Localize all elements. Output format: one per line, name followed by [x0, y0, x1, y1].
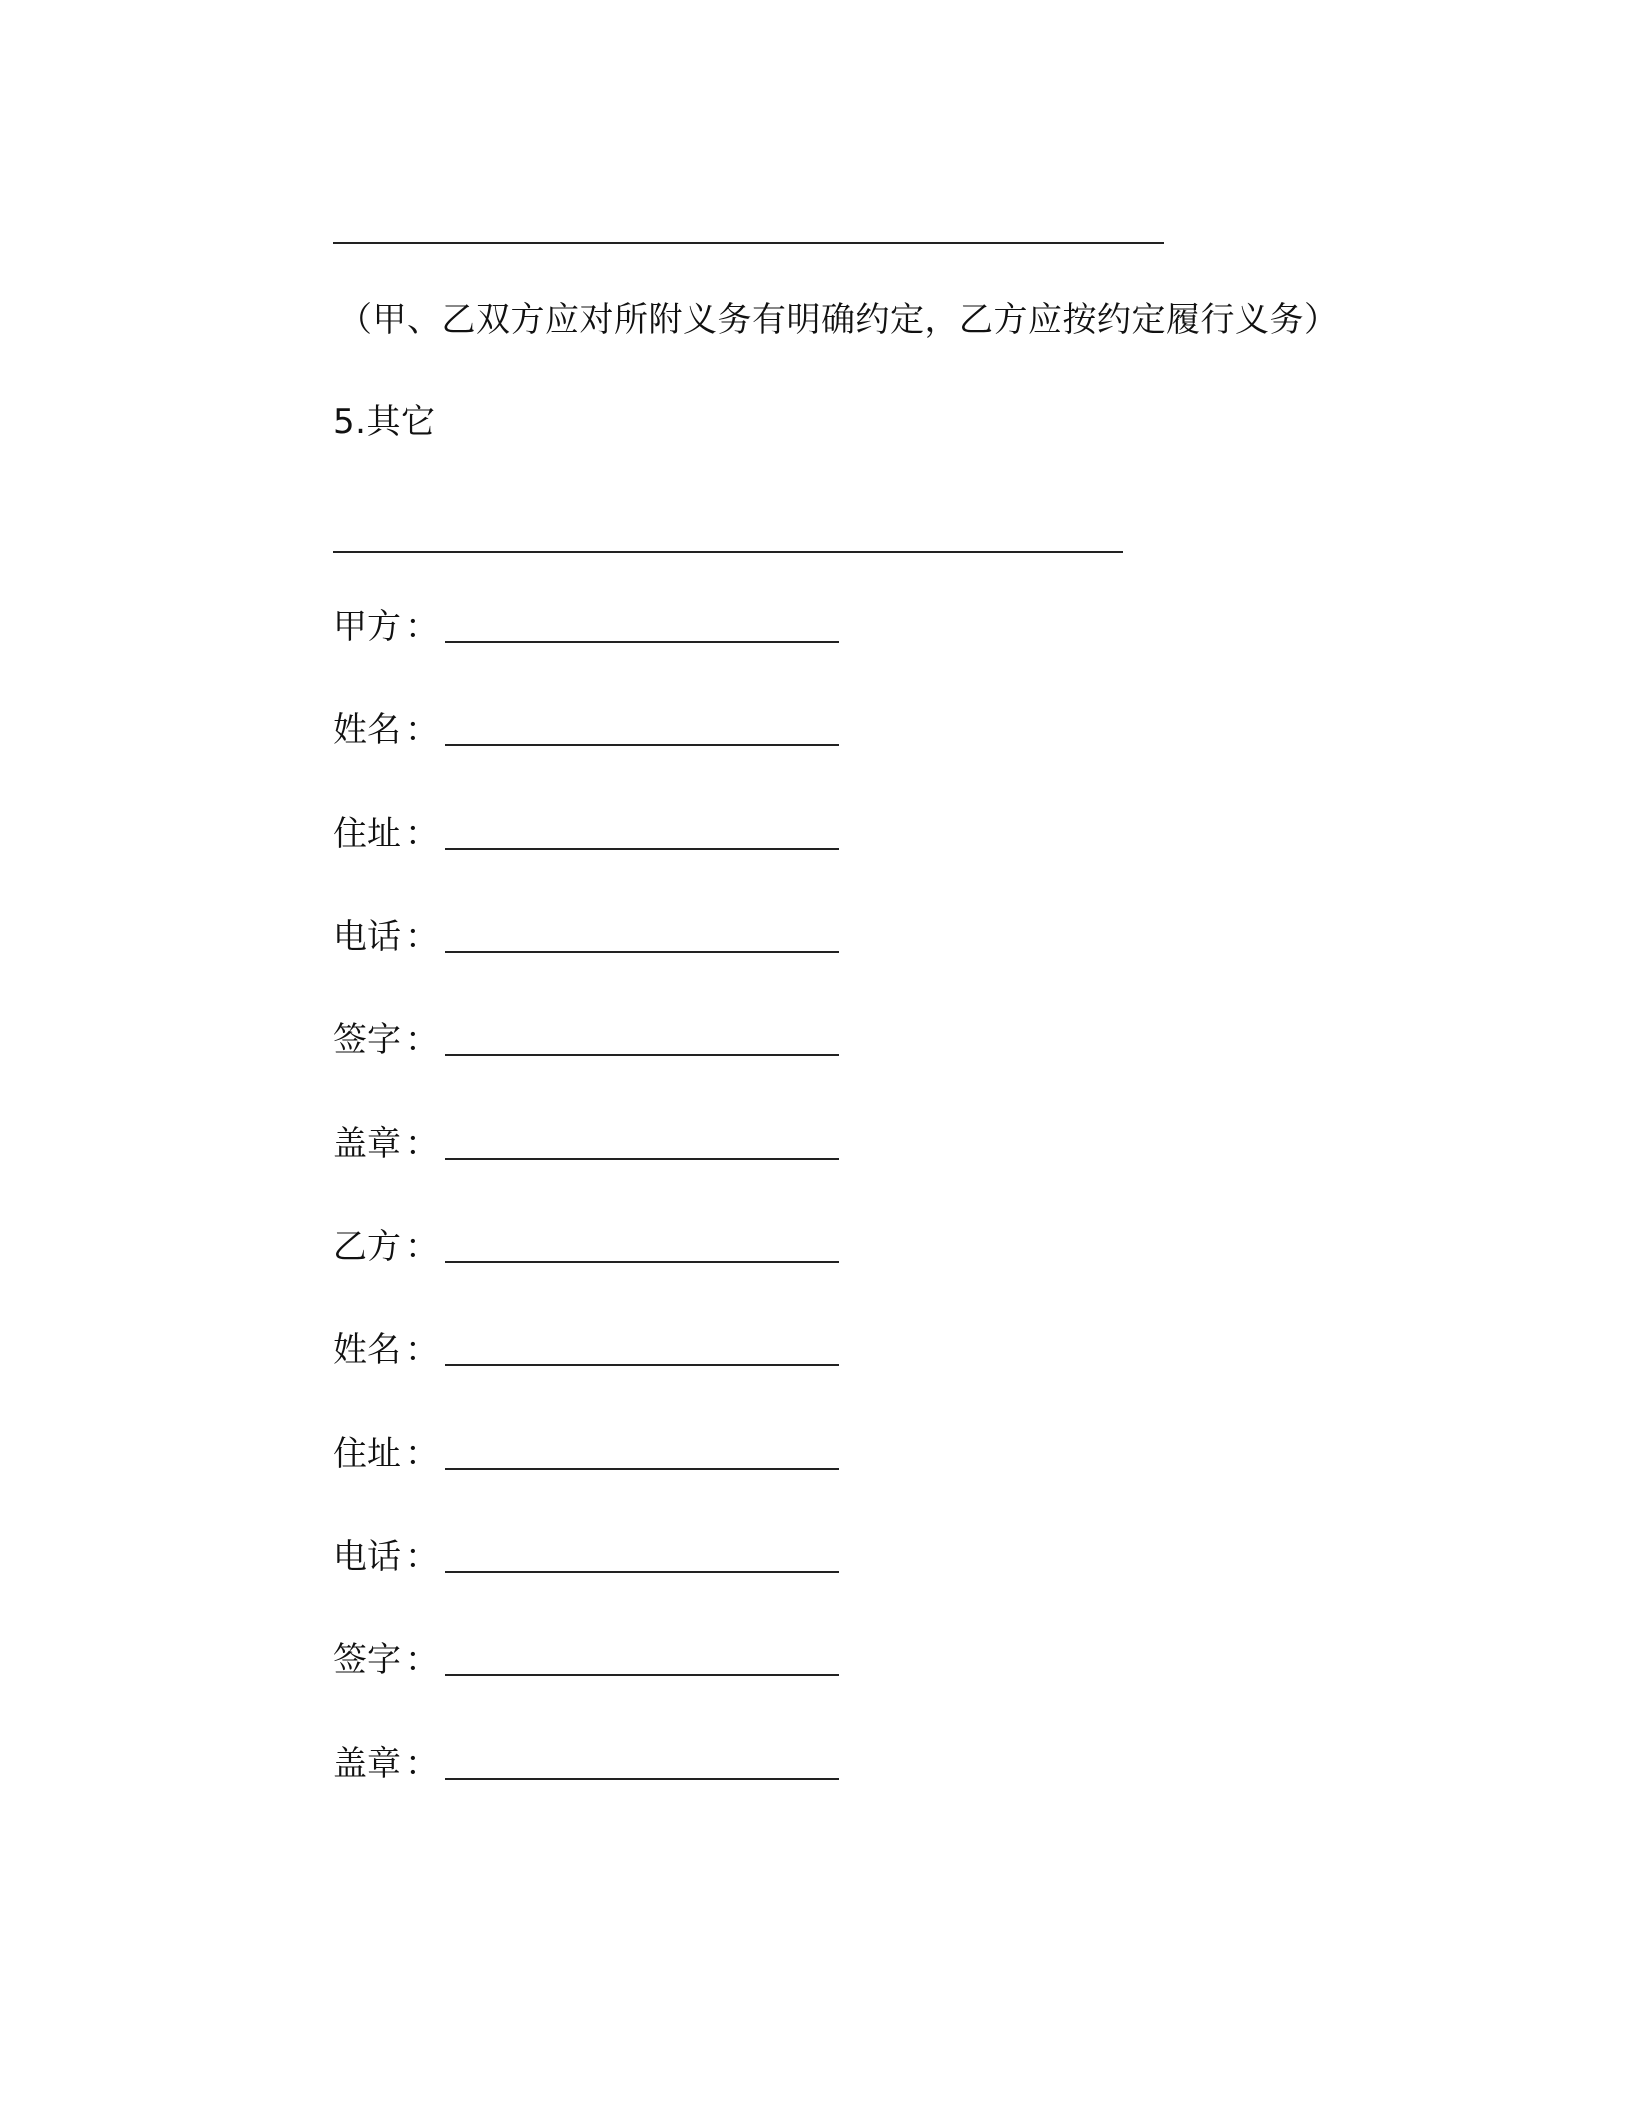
colon: ： — [405, 917, 439, 957]
party-a-phone-blank — [445, 951, 839, 953]
party-a-signature-field — [333, 1020, 853, 1060]
party-b-signature-label: 签字 — [333, 1640, 401, 1680]
party-a-name-field — [333, 710, 853, 750]
blank-fill-line-other — [333, 551, 1123, 553]
colon: ： — [405, 1227, 439, 1267]
party-a-address-blank — [445, 848, 839, 850]
party-b-signature-field — [333, 1640, 853, 1680]
party-b-label: 乙方 — [333, 1227, 401, 1267]
colon: ： — [405, 710, 439, 750]
party-b-name-field — [333, 1330, 853, 1370]
party-a-label: 甲方 — [333, 607, 401, 647]
colon: ： — [405, 814, 439, 854]
colon: ： — [405, 1537, 439, 1577]
party-a-seal-field — [333, 1124, 853, 1164]
obligation-note: （甲、乙双方应对所附义务有明确约定，乙方应按约定履行义务） — [338, 300, 1339, 340]
party-b-address-label: 住址 — [333, 1434, 401, 1474]
party-b-field — [333, 1227, 853, 1267]
colon: ： — [405, 1330, 439, 1370]
colon: ： — [405, 1020, 439, 1060]
colon: ： — [405, 1124, 439, 1164]
party-b-phone-blank — [445, 1571, 839, 1573]
colon: ： — [405, 1434, 439, 1474]
party-b-seal-blank — [445, 1778, 839, 1780]
party-b-address-blank — [445, 1468, 839, 1470]
party-a-phone-label: 电话 — [333, 917, 401, 957]
party-a-blank — [445, 641, 839, 643]
colon: ： — [405, 1640, 439, 1680]
party-b-phone-label: 电话 — [333, 1537, 401, 1577]
party-a-signature-blank — [445, 1054, 839, 1056]
party-b-name-blank — [445, 1364, 839, 1366]
party-b-name-label: 姓名 — [333, 1330, 401, 1370]
party-b-seal-label: 盖章 — [333, 1744, 401, 1784]
party-a-phone-field — [333, 917, 853, 957]
party-b-phone-field — [333, 1537, 853, 1577]
party-b-signature-blank — [445, 1674, 839, 1676]
section-title: 5.其它 — [333, 402, 436, 442]
party-b-seal-field — [333, 1744, 853, 1784]
party-a-address-field — [333, 814, 853, 854]
party-a-name-label: 姓名 — [333, 710, 401, 750]
party-a-seal-label: 盖章 — [333, 1124, 401, 1164]
party-a-seal-blank — [445, 1158, 839, 1160]
colon: ： — [405, 1744, 439, 1784]
party-b-address-field — [333, 1434, 853, 1474]
party-b-blank — [445, 1261, 839, 1263]
party-a-name-blank — [445, 744, 839, 746]
party-a-signature-label: 签字 — [333, 1020, 401, 1060]
blank-fill-line-top — [333, 242, 1164, 244]
party-a-field — [333, 607, 853, 647]
colon: ： — [405, 607, 439, 647]
party-a-address-label: 住址 — [333, 814, 401, 854]
